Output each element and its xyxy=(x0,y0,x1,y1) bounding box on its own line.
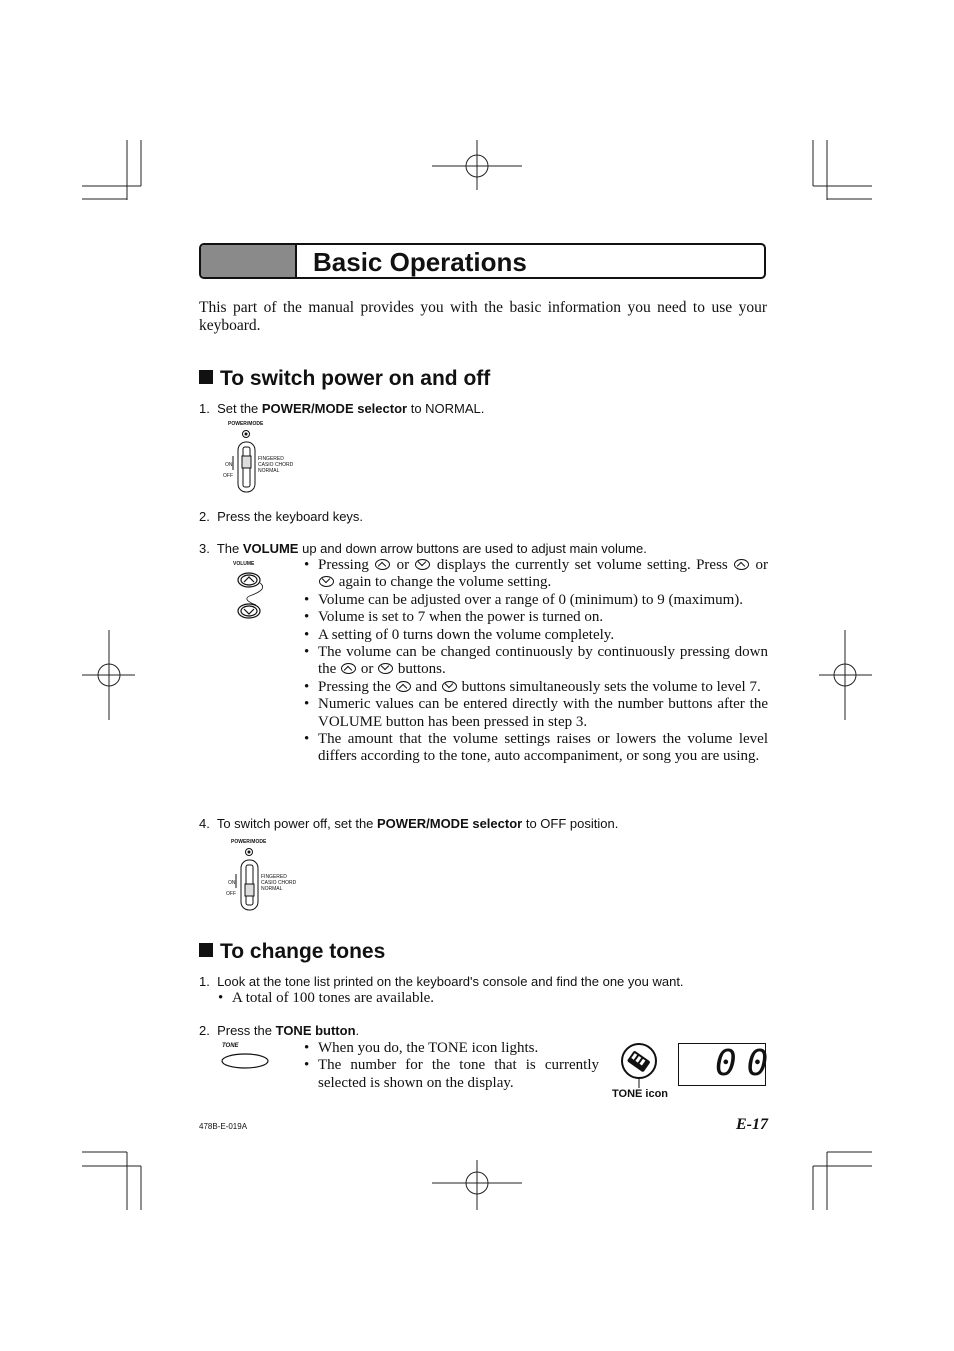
power-step-4: 4. To switch power off, set the POWER/MODE selector to OFF position. xyxy=(199,816,619,831)
display-value: 00 xyxy=(715,1043,779,1084)
mode-fingered: FINGERED xyxy=(258,456,284,462)
list-item: • A total of 100 tones are available. xyxy=(218,990,618,1007)
tone-display xyxy=(678,1043,779,1086)
volume-up-icon xyxy=(396,681,411,692)
volume-up-icon xyxy=(375,559,390,570)
tone-icon-caption: TONE icon xyxy=(612,1088,669,1100)
volume-arrow-icon xyxy=(230,559,280,623)
power-step-3: 3. The VOLUME up and down arrow buttons are used to adjust main volume. xyxy=(199,541,647,556)
volume-down-icon xyxy=(319,576,334,587)
tone-step-1: 1. Look at the tone list printed on the keyboard's console and find the one you want. xyxy=(199,974,684,989)
list-item: • The amount that the volume settings raises or lowers the volume level differs according to the tone, auto accompaniment, or song you are using. xyxy=(304,731,768,766)
page-number: E-17 xyxy=(736,1116,768,1133)
tone-indicator-icon xyxy=(620,1042,660,1088)
title-bar xyxy=(199,243,766,279)
volume-up-icon xyxy=(341,663,356,674)
list-item: • When you do, the TONE icon lights. xyxy=(304,1040,599,1057)
tone-button-figure: TONE xyxy=(219,1043,271,1071)
power-mode-selector-figure: POWER/MODE ON OFF FINGERED CASIO CHORD NORMAL xyxy=(220,420,300,496)
power-step-1: 1. Set the POWER/MODE selector to NORMAL. xyxy=(199,401,485,416)
mode-casio-chord: CASIO CHORD xyxy=(258,462,294,468)
power-mode-selector-off-figure: POWER/MODE ON OFF FINGERED CASIO CHORD NORMAL xyxy=(223,838,303,914)
list-item: • The number for the tone that is currently selected is shown on the display. xyxy=(304,1057,599,1092)
volume-down-icon xyxy=(442,681,457,692)
section-heading-power: To switch power on and off xyxy=(199,367,490,391)
mode-normal: NORMAL xyxy=(258,468,280,474)
power-step-2: 2. Press the keyboard keys. xyxy=(199,509,364,524)
title-shade xyxy=(201,245,297,277)
list-item: • The volume can be changed continuously by continuously pressing down the or buttons. xyxy=(304,644,768,679)
footer-code: 478B-E-019A xyxy=(199,1122,248,1131)
volume-bullet-list xyxy=(304,557,768,766)
tone-button-icon xyxy=(219,1051,271,1071)
square-bullet-icon xyxy=(199,370,213,384)
tone-step-1-bullets xyxy=(218,990,618,1007)
list-item: • Pressing the and buttons simultaneously sets the volume to level 7. xyxy=(304,679,768,696)
tone-step-2-bullets xyxy=(304,1040,599,1092)
square-bullet-icon xyxy=(199,943,213,957)
list-item: • A setting of 0 turns down the volume completely. xyxy=(304,627,768,644)
tone-step-2: 2. Press the TONE button. xyxy=(199,1023,360,1038)
list-item: • Pressing or displays the currently set volume setting. Press or again to change the volume setting. xyxy=(304,557,768,592)
volume-down-icon xyxy=(415,559,430,570)
volume-up-icon xyxy=(734,559,749,570)
intro-paragraph: This part of the manual provides you with the basic information you need to use your keyboard. xyxy=(199,299,767,334)
list-item: • Numeric values can be entered directly with the number buttons after the VOLUME button has been pressed in step 3. xyxy=(304,696,768,731)
section-heading-tones: To change tones xyxy=(199,940,385,964)
list-item: • Volume is set to 7 when the power is turned on. xyxy=(304,609,768,626)
volume-buttons-figure: VOLUME xyxy=(230,559,280,623)
page-title: Basic Operations xyxy=(313,247,527,277)
volume-down-icon xyxy=(378,663,393,674)
list-item: • Volume can be adjusted over a range of 0 (minimum) to 9 (maximum). xyxy=(304,592,768,609)
